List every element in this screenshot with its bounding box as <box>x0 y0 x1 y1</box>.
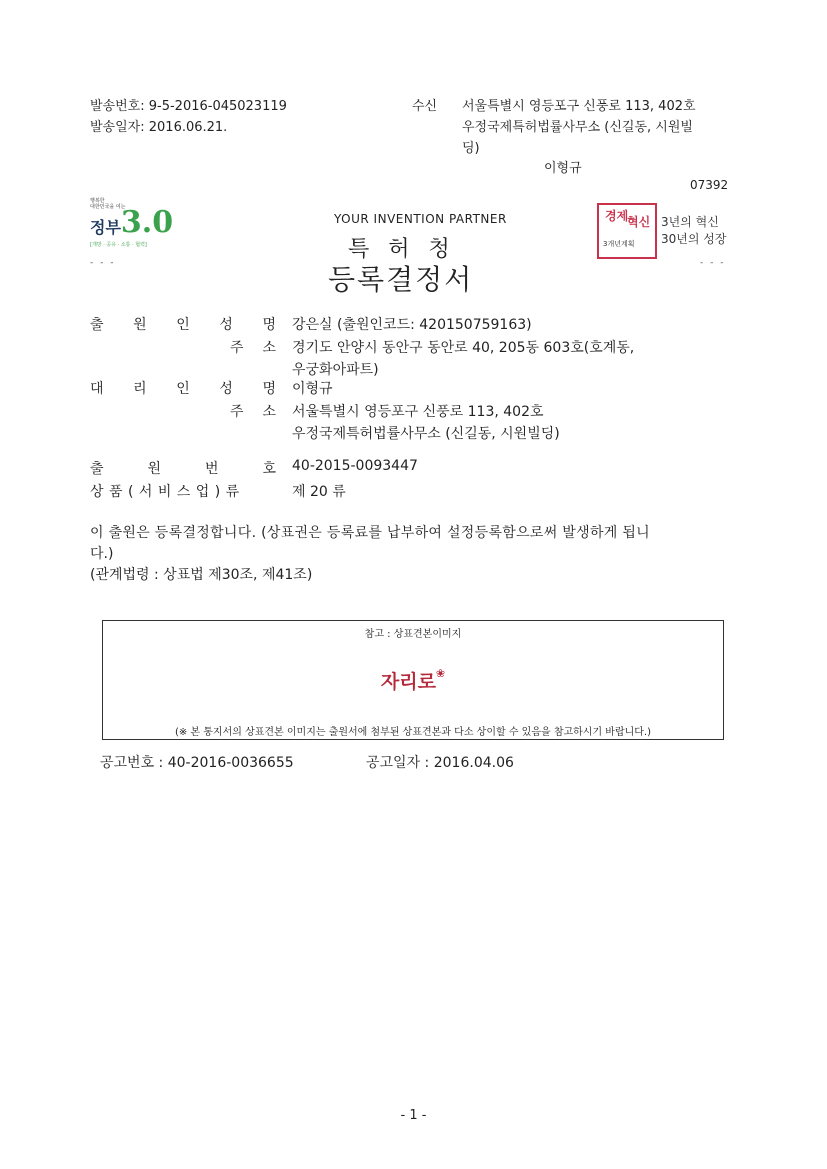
publication-date-value: 2016.04.06 <box>433 755 514 771</box>
send-number-label: 발송번호 <box>90 99 141 114</box>
label-char: 소 <box>262 340 276 356</box>
send-number-value: 9-5-2016-045023119 <box>148 99 287 114</box>
gov-num: 3.0 <box>120 205 174 240</box>
class-label: 상 품 ( 서 비 스 업 ) 류 <box>90 484 240 500</box>
label-char: 출 <box>90 461 104 477</box>
publication-date-label: 공고일자 <box>366 755 421 771</box>
class-value: 제 20 류 <box>292 484 346 500</box>
document-title: 등록결정서 <box>328 263 474 296</box>
gov-small-line2: 대한민국을 여는 <box>90 204 126 210</box>
economic-innovation-stamp <box>597 203 657 259</box>
label-char: 인 <box>176 317 190 333</box>
innovation-line1: 3년의 혁신 <box>661 215 719 229</box>
label-char: 출 <box>90 317 104 333</box>
trademark-mark <box>103 667 723 694</box>
left-dashes: - - - <box>90 258 116 268</box>
decision-text-line2: 다.) <box>90 546 114 562</box>
publication-date: 공고일자 : 2016.04.06 <box>366 755 514 771</box>
government-3.0-logo <box>90 198 175 258</box>
trademark-sample-heading: 참고 : 상표견본이미지 <box>364 629 462 640</box>
flower-icon: ❀ <box>435 667 446 680</box>
agent-value: 이형규 <box>292 381 333 397</box>
applicant-address-line2: 우궁화아파트) <box>292 362 379 378</box>
applicant-address-label <box>230 337 276 357</box>
trademark-sample-box <box>102 620 724 740</box>
label-char: 성 <box>219 381 233 397</box>
label-char: 호 <box>262 461 276 477</box>
partner-slogan: YOUR INVENTION PARTNER <box>334 212 507 226</box>
decision-text-line1: 이 출원은 등록결정합니다. (상표권은 등록료를 납부하여 설정등록함으로써 발생하게 됩니 <box>90 525 650 541</box>
agent-address-line2: 우정국제특허법률사무소 (신길동, 시원빌딩) <box>292 426 560 442</box>
agent-address-line1: 서울특별시 영등포구 신풍로 113, 402호 <box>292 404 544 420</box>
label-char: 원 <box>147 461 162 477</box>
label-char: 주 <box>230 404 244 420</box>
agent-address-label <box>230 401 276 421</box>
stamp-line2: 혁신 <box>627 215 651 229</box>
label-char: 리 <box>133 381 147 397</box>
legal-basis: (관계법령 : 상표법 제30조, 제41조) <box>90 567 313 583</box>
trademark-mark-text: 자리로 <box>380 671 436 693</box>
publication-number-label: 공고번호 <box>100 755 155 771</box>
label-char: 번 <box>204 461 219 477</box>
label-char: 주 <box>230 340 244 356</box>
recipient-address-line2: 우정국제특허법률사무소 (신길동, 시원빌 <box>462 120 693 135</box>
recipient-address-line3: 딩) <box>462 141 480 156</box>
send-date: 발송일자: 2016.06.21. <box>90 120 228 135</box>
send-date-label: 발송일자 <box>90 120 141 135</box>
label-char: 명 <box>262 317 276 333</box>
trademark-sample-note: (※ 본 통지서의 상표견본 이미지는 출원서에 첨부된 상표견본과 다소 상이할 수 있음을 참고하시기 바랍니다.) <box>174 727 652 738</box>
publication-number-value: 40-2016-0036655 <box>167 755 294 771</box>
application-number-value: 40-2015-0093447 <box>292 458 418 474</box>
stamp-line1: 경제 <box>605 209 629 223</box>
stamp-line3: 3개년계획 <box>603 240 635 248</box>
applicant-address-line1: 경기도 안양시 동안구 동안로 40, 205동 603호(호계동, <box>292 340 635 356</box>
gov-name: 정부 <box>90 218 121 237</box>
agency-name: 특 허 청 <box>348 237 456 262</box>
postal-code: 07392 <box>690 178 729 192</box>
application-number-label <box>90 458 276 478</box>
recipient-label: 수신 <box>412 99 438 114</box>
label-char: 소 <box>262 404 276 420</box>
applicant-label <box>90 314 276 334</box>
send-number: 발송번호: 9-5-2016-045023119 <box>90 99 287 114</box>
right-dashes: - - - <box>700 258 726 268</box>
innovation-line2: 30년의 성장 <box>661 232 727 246</box>
label-char: 성 <box>219 317 233 333</box>
gov-tagline: [개방 · 공유 · 소통 · 협력] <box>90 242 147 248</box>
page-number: - 1 - <box>400 1108 427 1123</box>
label-char: 명 <box>262 381 276 397</box>
label-char: 인 <box>176 381 190 397</box>
label-char: 대 <box>90 381 104 397</box>
agent-label <box>90 378 276 398</box>
recipient-name: 이형규 <box>544 161 582 176</box>
label-char: 원 <box>133 317 147 333</box>
publication-number: 공고번호 : 40-2016-0036655 <box>100 755 294 771</box>
send-date-value: 2016.06.21. <box>148 120 228 135</box>
recipient-address-line1: 서울특별시 영등포구 신풍로 113, 402호 <box>462 99 696 114</box>
applicant-value: 강은실 (출원인코드: 420150759163) <box>292 317 532 333</box>
gov-small-line1: 행복한 <box>90 198 105 204</box>
